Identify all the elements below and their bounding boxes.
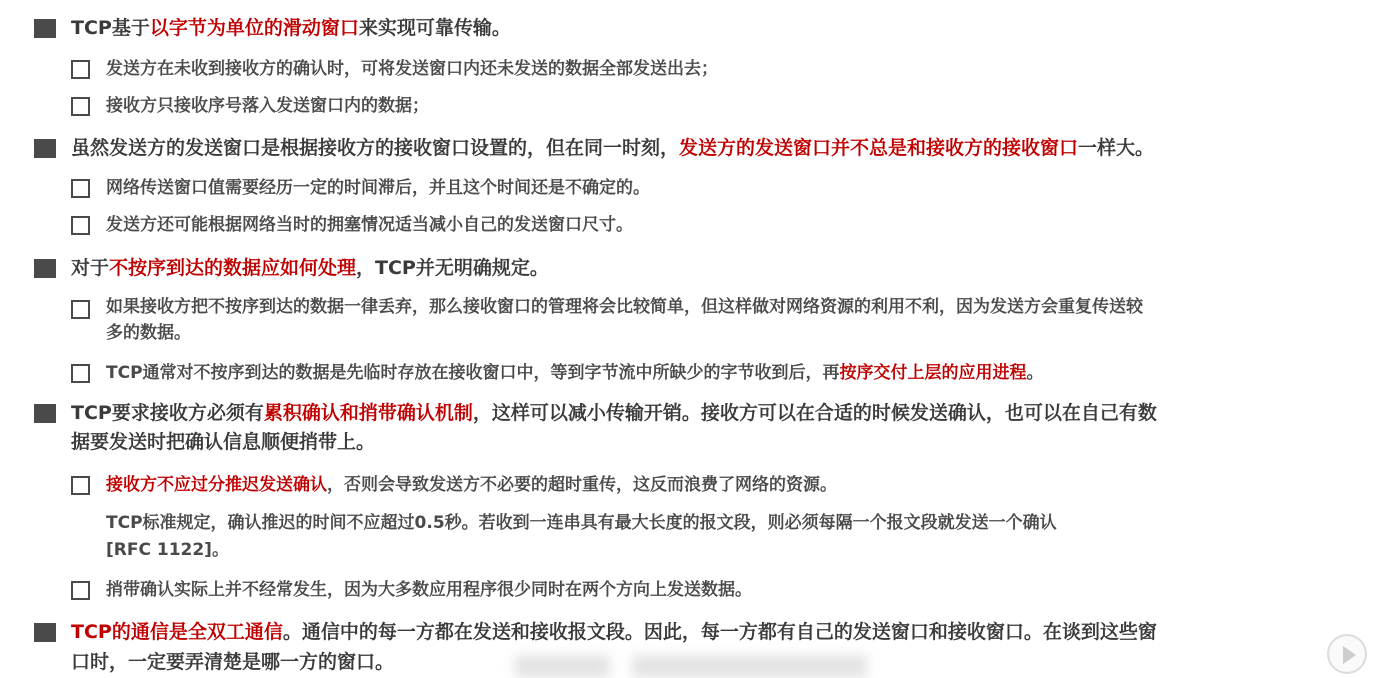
filled-square-bullet-icon [34,259,56,278]
highlight-text: 按序交付上层的应用进程 [839,363,1027,383]
bullet-text: 网络传送窗口值需要经历一定的时间滞后，并且这个时间还是不确定的。 [106,178,650,198]
filled-square-bullet-icon [34,623,56,642]
filled-square-bullet-icon [34,19,56,38]
highlight-text: 以字节为单位的滑动窗口 [149,17,359,39]
bullet-text: TCP通常对不按序到达的数据是先临时存放在接收窗口中，等到字节流中所缺少的字节收到后，再按序交付上层的应用进程。 [106,363,1044,383]
bullet-text: 对于不按序到达的数据应如何处理，TCP并无明确规定。 [71,257,549,279]
blurred-overlay [632,655,867,678]
empty-checkbox-bullet-icon [71,179,90,198]
bullet-text-line2: 口时，一定要弄清楚是哪一方的窗口。 [71,651,395,673]
bullet-text: 接收方只接收序号落入发送窗口内的数据； [106,96,429,116]
bullet-text: 发送方还可能根据网络当时的拥塞情况适当减小自己的发送窗口尺寸。 [106,215,633,235]
bullet-text-line1: TCP要求接收方必须有累积确认和捎带确认机制，这样可以减小传输开销。接收方可以在合适的时候发送确认，也可以在自己有数 [71,402,1157,424]
bullet-text-line2: 据要发送时把确认信息顺便捎带上。 [71,431,376,453]
bullet-text-line1: TCP的通信是全双工通信。通信中的每一方都在发送和接收报文段。因此，每一方都有自己的发送窗口和接收窗口。在谈到这些窗 [71,621,1157,643]
bullet-text: 捎带确认实际上并不经常发生，因为大多数应用程序很少同时在两个方向上发送数据。 [106,580,752,600]
highlight-text: 发送方的发送窗口并不总是和接收方的接收窗口 [679,137,1079,159]
blurred-overlay [515,655,610,678]
highlight-text: 不按序到达的数据应如何处理 [109,257,357,279]
filled-square-bullet-icon [34,404,56,423]
highlight-text: TCP的通信是全双工通信 [71,621,283,643]
empty-checkbox-bullet-icon [71,581,90,600]
bullet-text-line2: 多的数据。 [106,323,191,343]
empty-checkbox-bullet-icon [71,364,90,383]
empty-checkbox-bullet-icon [71,476,90,495]
bullet-text: 虽然发送方的发送窗口是根据接收方的接收窗口设置的，但在同一时刻，发送方的发送窗口并不总是和接收方的接收窗口一样大。 [71,137,1155,159]
empty-checkbox-bullet-icon [71,300,90,319]
highlight-text: 累积确认和捎带确认机制 [263,402,473,424]
highlight-text: 接收方不应过分推迟发送确认 [106,475,327,495]
empty-checkbox-bullet-icon [71,216,90,235]
bullet-text: TCP基于以字节为单位的滑动窗口来实现可靠传输。 [71,17,511,39]
play-button-icon[interactable] [1327,634,1367,674]
play-triangle-icon [1343,646,1356,664]
empty-checkbox-bullet-icon [71,60,90,79]
filled-square-bullet-icon [34,139,56,158]
bullet-text-line1: 如果接收方把不按序到达的数据一律丢弃，那么接收窗口的管理将会比较简单，但这样做对网络资源的利用不利，因为发送方会重复传送较 [106,297,1143,317]
note-text-line1: TCP标准规定，确认推迟的时间不应超过0.5秒。若收到一连串具有最大长度的报文段，则必须每隔一个报文段就发送一个确认 [106,513,1057,533]
note-text-line2: [RFC 1122]。 [106,540,229,560]
bullet-text: 发送方在未收到接收方的确认时，可将发送窗口内还未发送的数据全部发送出去； [106,59,718,79]
empty-checkbox-bullet-icon [71,97,90,116]
bullet-text: 接收方不应过分推迟发送确认，否则会导致发送方不必要的超时重传，这反而浪费了网络的资源。 [106,475,837,495]
